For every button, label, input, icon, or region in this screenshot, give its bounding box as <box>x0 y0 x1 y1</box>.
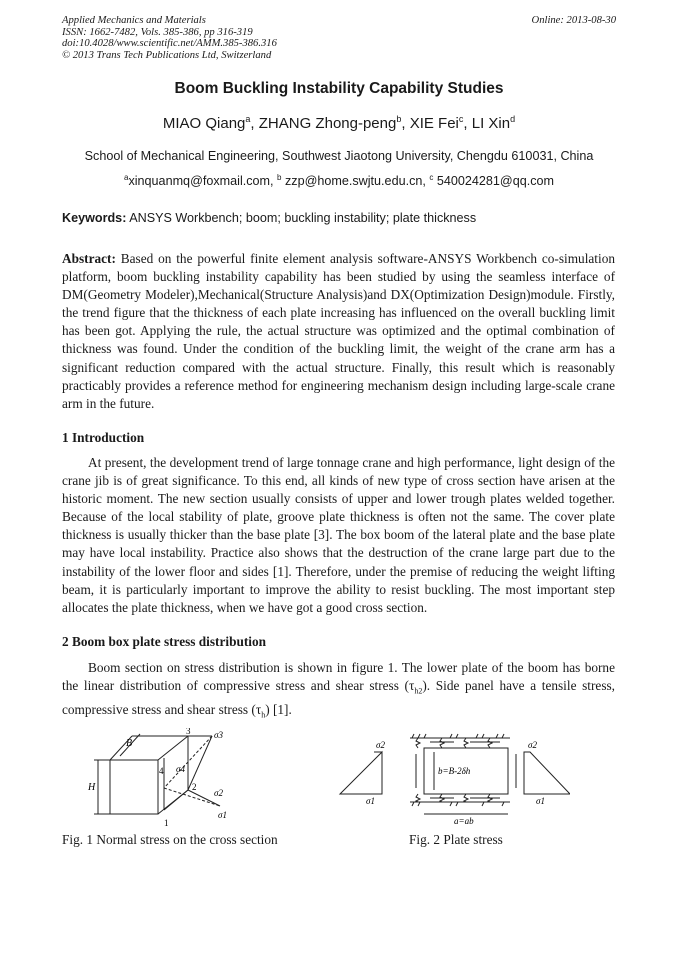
author-name: LI Xin <box>471 115 511 132</box>
subscript: h <box>261 710 266 720</box>
email-sup: a <box>124 173 129 182</box>
issn-line: ISSN: 1662-7482, Vols. 385-386, pp 316-319 <box>62 26 253 38</box>
subscript: h2 <box>414 686 423 696</box>
label-sigma-3: σ3 <box>214 730 223 740</box>
author-sep: , <box>463 115 472 132</box>
label-node-2: 2 <box>192 782 197 792</box>
paragraph-text: ). Side panel have a tensile stress, compressive stress and shear stress (τ <box>62 678 615 717</box>
email-sup: b <box>277 173 282 182</box>
journal-name: Applied Mechanics and Materials <box>62 15 206 26</box>
label-sigma-4: σ4 <box>176 764 185 774</box>
author-sep: , <box>401 115 410 132</box>
label-a-equation: a=ab <box>454 816 474 826</box>
figure-2-plate-stress <box>330 730 570 828</box>
author-sup: b <box>396 114 402 124</box>
author-sup: a <box>245 114 251 124</box>
stress-distribution-paragraph <box>62 659 615 725</box>
label-sigma-1: σ1 <box>218 810 227 820</box>
copyright-line: © 2013 Trans Tech Publications Ltd, Switzerland <box>62 49 272 61</box>
label-node-1: 1 <box>164 818 169 828</box>
abstract <box>62 250 615 413</box>
email-link[interactable]: xinquanmq@foxmail.com <box>128 174 271 189</box>
paragraph-text: ) [1]. <box>265 701 292 717</box>
section-heading-stress-distribution: 2 Boom box plate stress distribution <box>62 634 267 649</box>
email-link[interactable]: zzp@home.swjtu.edu.cn <box>284 174 423 189</box>
label-sigma-2-right: σ2 <box>528 740 537 750</box>
label-sigma-1-left: σ1 <box>366 796 375 806</box>
introduction-paragraph <box>62 454 615 617</box>
box-front-face <box>110 760 158 814</box>
label-sigma-2-left: σ2 <box>376 740 385 750</box>
journal-header <box>62 15 616 61</box>
figure-2-caption: Fig. 2 Plate stress <box>409 832 503 847</box>
author-sup: d <box>510 114 516 124</box>
abstract-text: Based on the powerful finite element analysis software-ANSYS Workbench co-simulation platform, boom buckling instability capability has been studied by using the seamless interface of DM(Geometry Modeler),Mechanical(Structure Analysis)and DX(Optimization Design)module. Firstly, the trend figure that the thickness of each plate increasing has influenced on the overall buckling limit has been got. Applying the rule, the actual structure was optimized and the optimal combination of thickness was found. Under the condition of the buckling limit, the weight of the crane arm has a significant reduction compared with the actual structure. Finally, this result which is reasonably practicably provides a reference method for engineering mechanism design including large-scale crane arm in the future. <box>62 251 615 411</box>
abstract-label: Abstract: <box>62 251 116 266</box>
email-sup: c <box>429 173 434 182</box>
keywords-text: ANSYS Workbench; boom; buckling instability; plate thickness <box>126 211 477 225</box>
keywords-label: Keywords: <box>62 211 127 225</box>
label-sigma-1-right: σ1 <box>536 796 545 806</box>
author-sep: , <box>250 115 259 132</box>
email-list: $^a$xinquanmq@foxmail.com, $^b$ zzp@home.swjtu.edu.cn, $^c$ 540024281@qq.com <box>124 173 554 189</box>
figure-1-caption: Fig. 1 Normal stress on the cross section <box>62 832 278 847</box>
doi-line: doi:10.4028/www.scientific.net/AMM.385-386.316 <box>62 38 277 49</box>
paper-title: Boom Buckling Instability Capability Studies <box>174 80 504 97</box>
left-stress-trapezoid <box>340 752 382 794</box>
paragraph-text: Boom section on stress distribution is shown in figure 1. The lower plate of the boom has borne the linear distribution of compressive stress and shear stress (τ <box>62 660 615 694</box>
label-h: H <box>88 782 96 793</box>
label-sigma-2: σ2 <box>214 788 223 798</box>
figure-1-cross-section <box>80 728 260 830</box>
label-b: B <box>126 738 133 749</box>
email-link[interactable]: 540024281@qq.com <box>436 174 554 189</box>
author-sup: c <box>458 114 464 124</box>
right-stress-trapezoid <box>524 752 570 794</box>
label-node-3: 3 <box>186 728 191 736</box>
author-name: MIAO Qiang <box>162 115 246 132</box>
author-name: ZHANG Zhong-peng <box>258 115 397 132</box>
online-date: Online: 2013-08-30 <box>531 15 616 26</box>
section-heading-introduction: 1 Introduction <box>62 430 145 445</box>
label-node-4: 4 <box>159 766 164 776</box>
author-name: XIE Fei <box>409 115 459 132</box>
author-list <box>0 114 678 132</box>
label-b-equation: b=B-2δh <box>438 766 471 776</box>
introduction-text: At present, the development trend of large tonnage crane and high performance, light design of the crane jib is of great significance. To this end, all kinds of new type of cross section have arisen at the historic moment. The new section usually consists of upper and lower trough plates welded together. Because of the local stability of plate, groove plate thickness is often not the same. The cover plate thickness is usually thicker than the base plate [3]. The box boom of the lateral plate and the base plate may have local instability. Practice also shows that the destruction of the crane large part due to the instability of the lower floor and sides [1]. Therefore, under the premise of reducing the weight lifting beam, it is particularly important to improve the ability to resist buckling. The most important step allocates the plate thickness, when we have got a good cross section. <box>62 455 615 615</box>
affiliation: School of Mechanical Engineering, Southwest Jiaotong University, Chengdu 610031, China <box>84 149 594 163</box>
keywords <box>62 211 618 225</box>
